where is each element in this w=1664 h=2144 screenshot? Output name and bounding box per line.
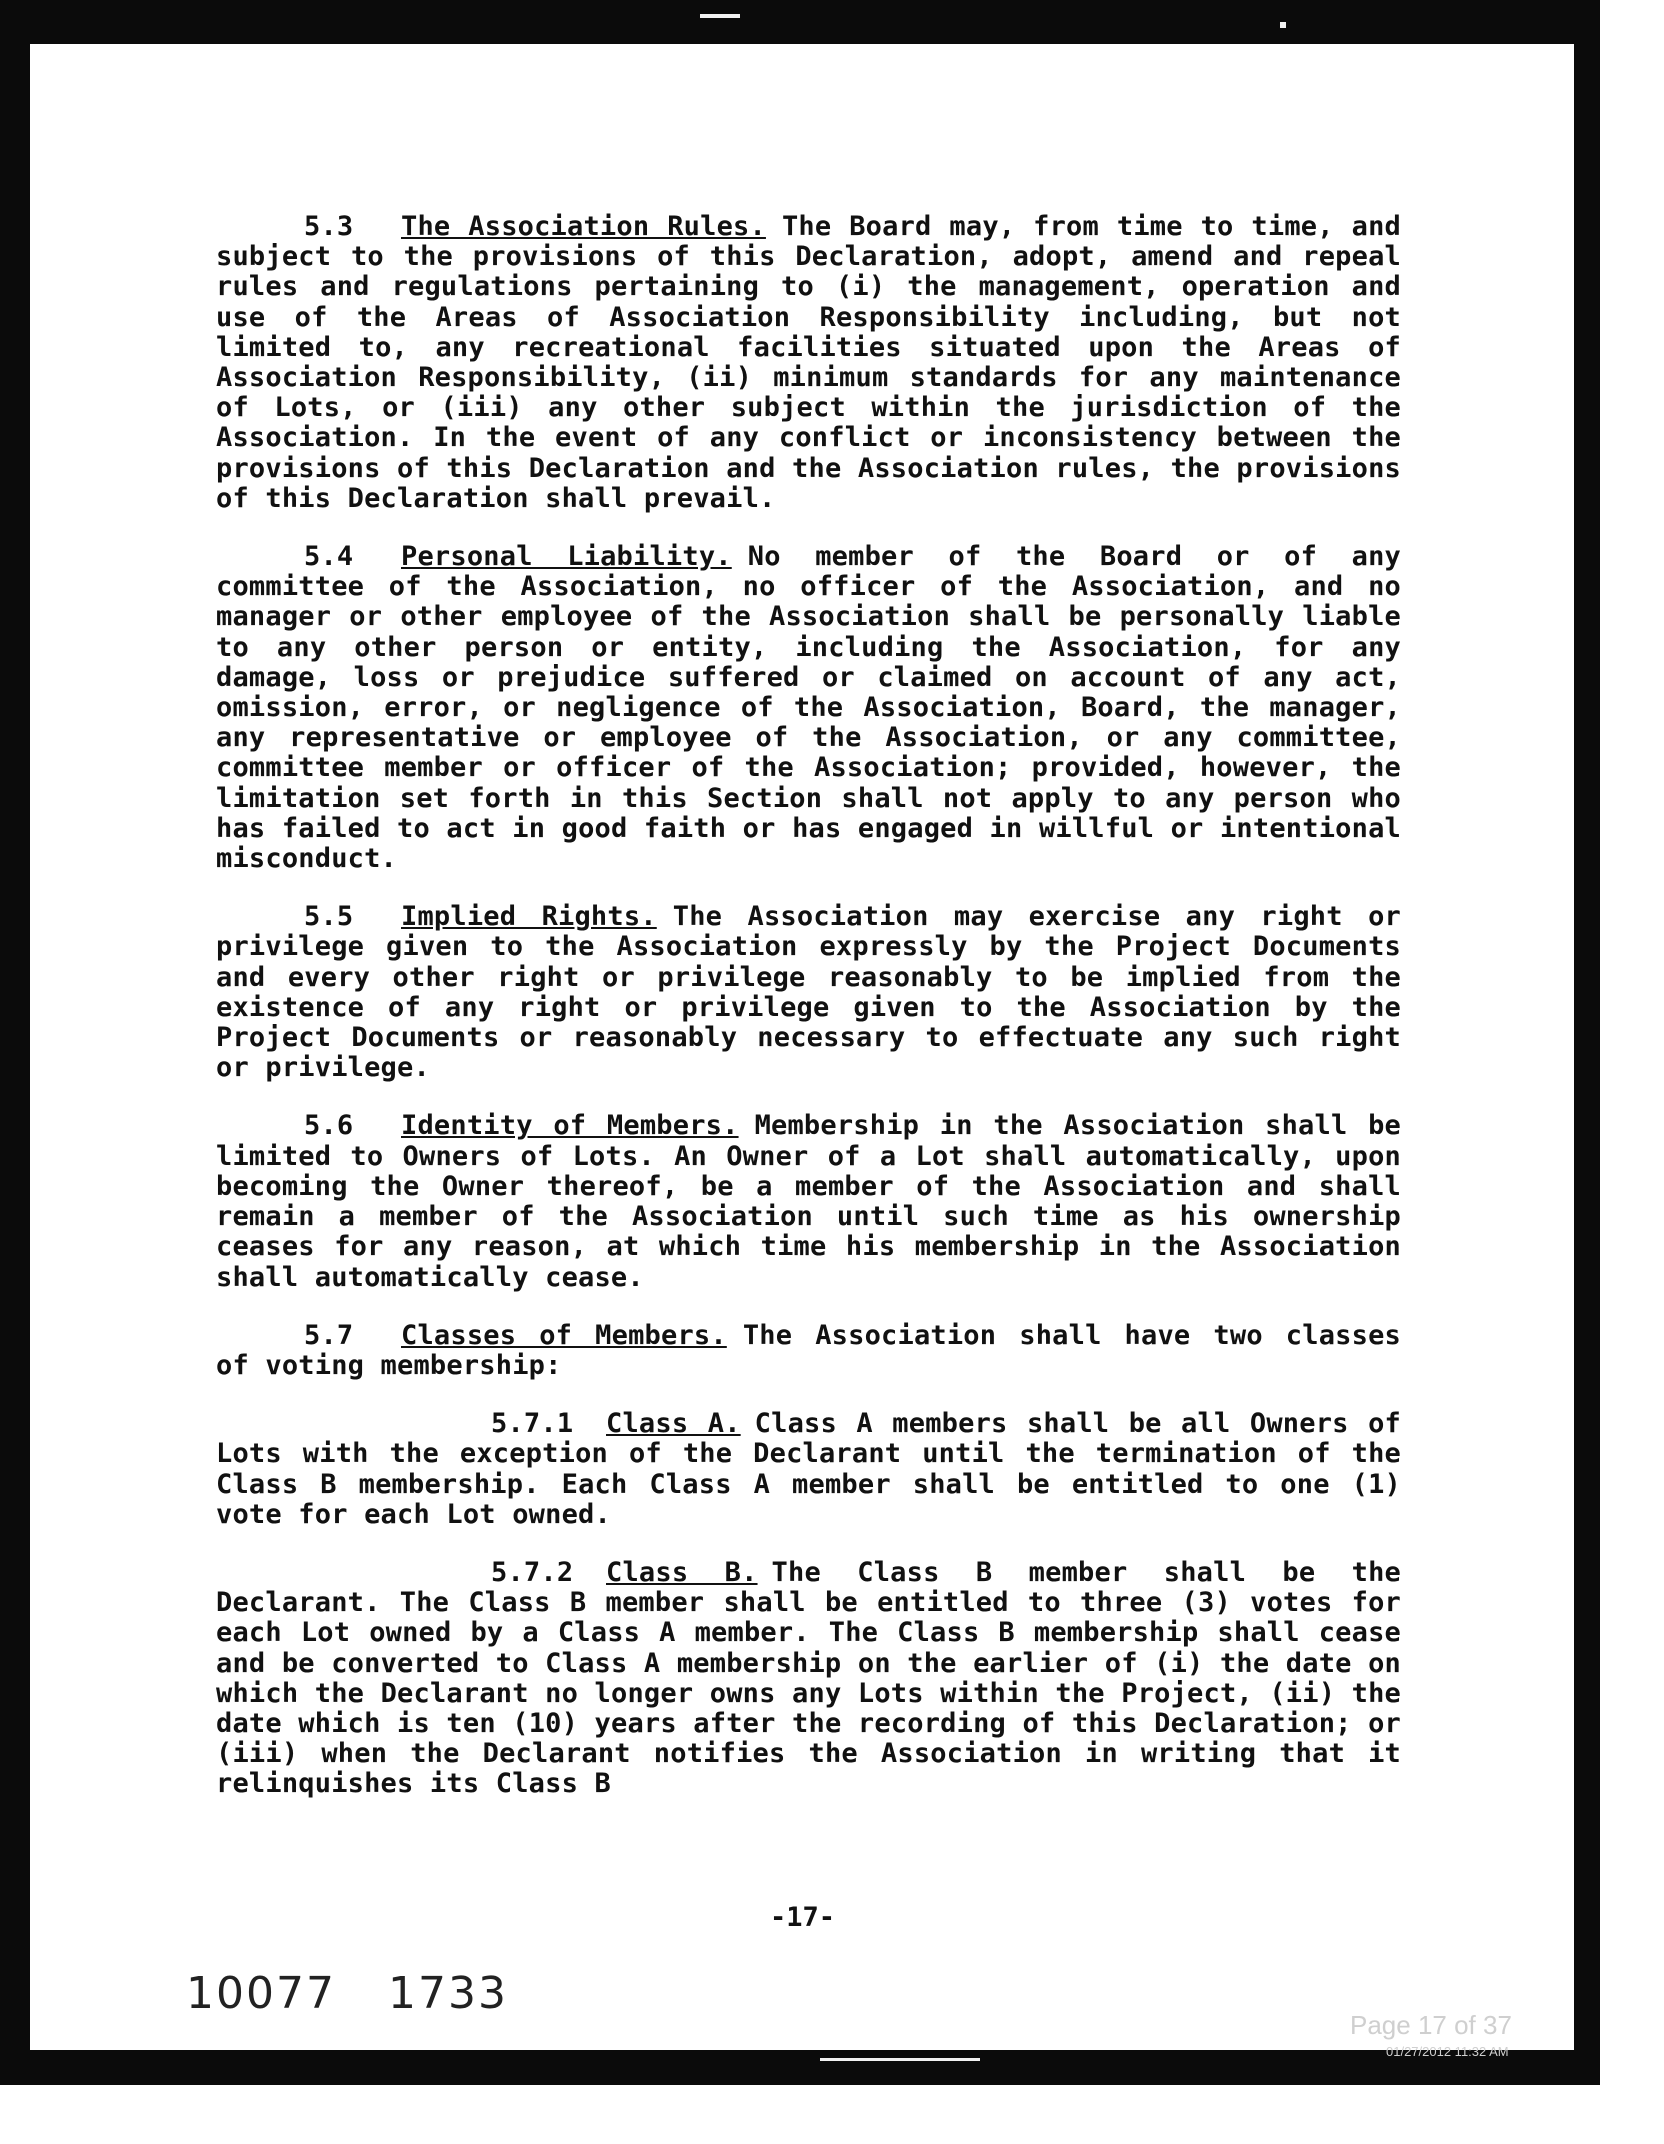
section-heading: Personal Liability. xyxy=(401,541,732,573)
page-of-count: Page 17 of 37 xyxy=(1350,2010,1512,2040)
scan-border-top xyxy=(0,0,1600,44)
section-text: Membership in the Association shall be limited to Owners of Lots. An Owner of a Lot shall automatically, upon becoming the Owner thereof, be a member of the Association and shall remain a member of the Association until such time as his ownership ceases for any reason, at which time his membership in the Association shall automatically cease. xyxy=(216,1110,1401,1293)
section-text: Class A members shall be all Owners of Lots with the exception of the Declarant until the termination of the Class B membership. Each Class A member shall be entitled to one (1) vote for each Lot owned. xyxy=(216,1408,1401,1530)
section-heading: Implied Rights. xyxy=(401,901,657,933)
scan-border-right xyxy=(1574,0,1600,2085)
section-5-7-2 xyxy=(216,1558,1401,1800)
section-number: 5.7.1 xyxy=(491,1408,574,1440)
section-number: 5.7.2 xyxy=(491,1556,574,1588)
section-number: 5.3 xyxy=(304,211,354,242)
section-number: 5.5 xyxy=(304,901,354,933)
scan-speck xyxy=(1280,22,1286,28)
section-text: The Association may exercise any right or privilege given to the Association expressly by the Project Documents and every other right or privilege reasonably to be implied from the existence of any right or privilege given to the Association by the Project Documents or reasonably necessary to effectuate any such right or privilege. xyxy=(216,901,1401,1084)
section-text: The Class B member shall be the Declarant. The Class B member shall be entitled to three (3) votes for each Lot owned by a Class A member. The Class B membership shall cease and be converted to Class A membership on the earlier of (i) the date on which the Declarant no longer owns any Lots within the Project, (ii) the date which is ten (10) years after the recording of this Declaration; or (iii) when the Declarant notifies the Association in writing that it relinquishes its Class B xyxy=(216,1556,1401,1800)
stamp-book-number: 10077 xyxy=(186,1968,336,2019)
section-5-7-1 xyxy=(216,1409,1401,1530)
section-heading: Class A. xyxy=(606,1408,741,1440)
section-heading: Classes of Members. xyxy=(401,1319,727,1351)
stamp-page-number: 1733 xyxy=(387,1968,508,2019)
scan-border-bottom xyxy=(0,2050,1600,2085)
section-5-3 xyxy=(216,212,1401,514)
section-heading: The Association Rules. xyxy=(401,211,766,242)
recording-stamp xyxy=(186,1968,508,2019)
section-heading: Identity of Members. xyxy=(401,1110,739,1142)
section-5-6 xyxy=(216,1111,1401,1292)
section-heading: Class B. xyxy=(606,1556,758,1588)
scan-border-left xyxy=(0,0,30,2085)
print-timestamp: 01/27/2012 11:32 AM xyxy=(1386,2044,1509,2059)
section-5-4 xyxy=(216,542,1401,874)
page-number: -17- xyxy=(770,1902,836,1933)
scan-speck xyxy=(820,2058,980,2061)
section-text: No member of the Board or of any committee of the Association, no officer of the Association, and no manager or other employee of the Association shall be personally liable to any other person or entity, including the Association, for any damage, loss or prejudice suffered or claimed on account of any act, omission, error, or negligence of the Association, Board, the manager, any representative or employee of the Association, or any committee, committee member or officer of the Association; provided, however, the limitation set forth in this Section shall not apply to any person who has failed to act in good faith or has engaged in willful or intentional misconduct. xyxy=(216,541,1401,875)
section-number: 5.4 xyxy=(304,541,354,573)
section-text: The Association shall have two classes of voting membership: xyxy=(216,1319,1401,1381)
scan-speck xyxy=(700,14,740,18)
section-text: The Board may, from time to time, and subject to the provisions of this Declaration, adopt, amend and repeal rules and regulations pertaining to (i) the management, operation and use of the Areas of Association Responsibility including, but not limited to, any recreational facilities situated upon the Areas of Association Responsibility, (ii) minimum standards for any maintenance of Lots, or (iii) any other subject within the jurisdiction of the Association. In the event of any conflict or inconsistency between the provisions of this Declaration and the Association rules, the provisions of this Declaration shall prevail. xyxy=(216,211,1401,514)
section-5-5 xyxy=(216,902,1401,1083)
section-number: 5.7 xyxy=(304,1319,354,1351)
document-body xyxy=(216,212,1401,1828)
section-5-7 xyxy=(216,1321,1401,1381)
section-number: 5.6 xyxy=(304,1110,354,1142)
